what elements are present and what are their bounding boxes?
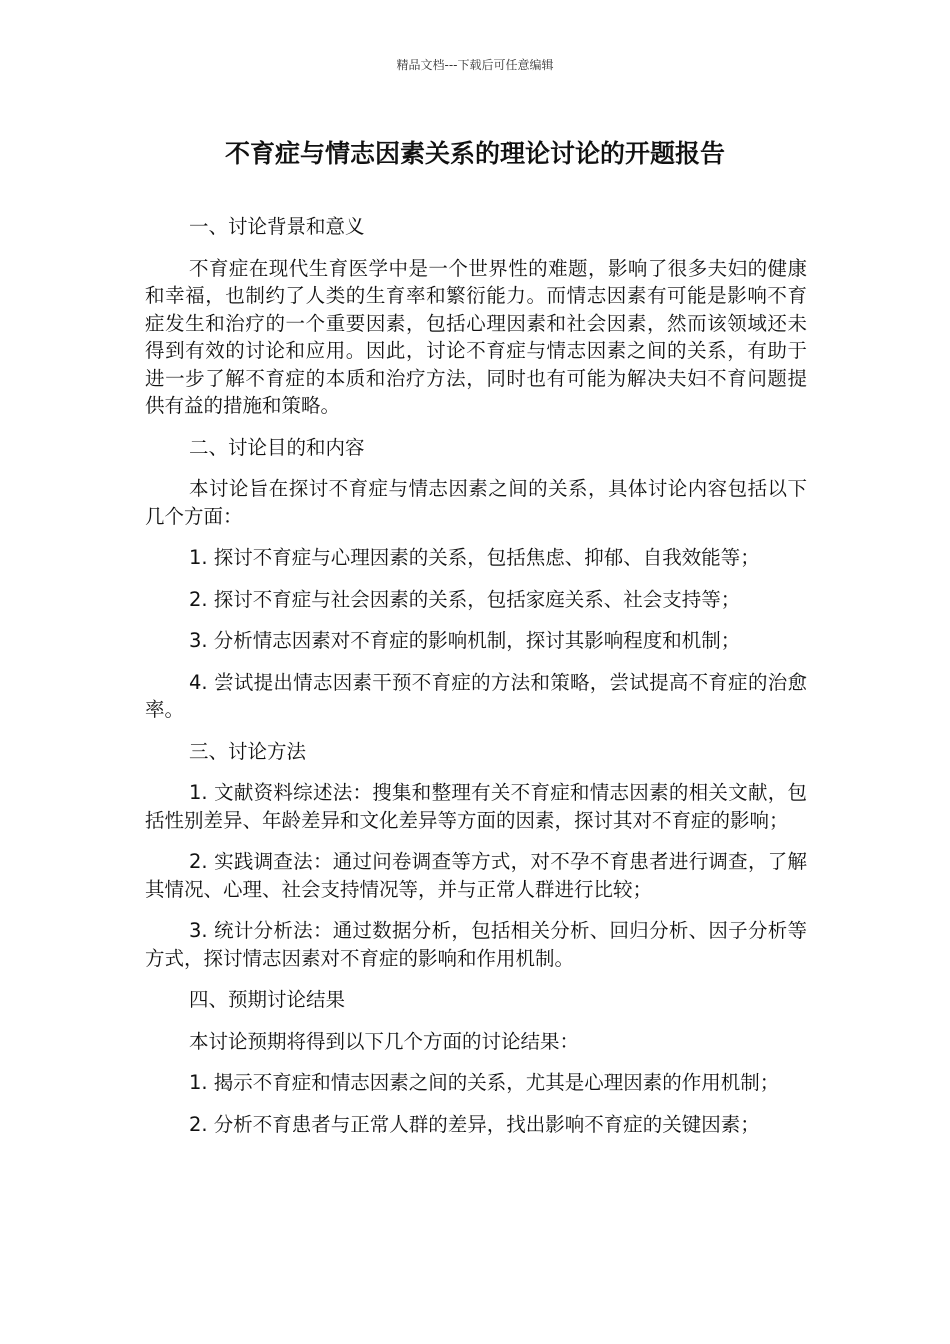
paragraph-results-intro: 本讨论预期将得到以下几个方面的讨论结果：: [189, 1029, 580, 1053]
paragraph-purpose-intro: 本讨论旨在探讨不育症与情志因素之间的关系，具体讨论内容包括以下几个方面：: [145, 477, 807, 528]
document-body: [145, 213, 807, 1152]
list-item: 2. 实践调查法：通过问卷调查等方式，对不孕不育患者进行调查，了解其情况、心理、社会支持情况等，并与正常人群进行比较；: [145, 850, 807, 901]
list-item: 3. 统计分析法：通过数据分析，包括相关分析、回归分析、因子分析等方式，探讨情志因素对不育症的影响和作用机制。: [145, 919, 807, 970]
list-item: 1. 文献资料综述法：搜集和整理有关不育症和情志因素的相关文献，包括性别差异、年龄差异和文化差异等方面的因素，探讨其对不育症的影响；: [145, 781, 807, 832]
paragraph-background: 不育症在现代生育医学中是一个世界性的难题，影响了很多夫妇的健康和幸福，也制约了人类的生育率和繁衍能力。而情志因素有可能是影响不育症发生和治疗的一个重要因素，包括心理因素和社会因素，然而该领域还未得到有效的讨论和应用。因此，讨论不育症与情志因素之间的关系，有助于进一步了解不育症的本质和治疗方法，同时也有可能为解决夫妇不育问题提供有益的措施和策略。: [145, 256, 807, 417]
list-item: 1. 揭示不育症和情志因素之间的关系，尤其是心理因素的作用机制；: [189, 1071, 780, 1094]
list-item: 3. 分析情志因素对不育症的影响机制，探讨其影响程度和机制；: [189, 629, 741, 652]
section-heading-purpose: 二、讨论目的和内容: [189, 435, 365, 459]
list-item: 4. 尝试提出情志因素干预不育症的方法和策略，尝试提高不育症的治愈率。: [145, 670, 807, 721]
section-heading-background: 一、讨论背景和意义: [189, 215, 365, 238]
page-title: 不育症与情志因素关系的理论讨论的开题报告: [224, 139, 725, 168]
header-note: 精品文档---下载后可任意编辑: [396, 58, 554, 72]
section-heading-methods: 三、讨论方法: [189, 739, 307, 763]
list-item: 2. 分析不育患者与正常人群的差异，找出影响不育症的关键因素；: [189, 1112, 760, 1136]
list-item: 1. 探讨不育症与心理因素的关系，包括焦虑、抑郁、自我效能等；: [189, 546, 760, 569]
list-item: 2. 探讨不育症与社会因素的关系，包括家庭关系、社会支持等；: [189, 587, 741, 611]
section-heading-results: 四、预期讨论结果: [189, 988, 346, 1011]
